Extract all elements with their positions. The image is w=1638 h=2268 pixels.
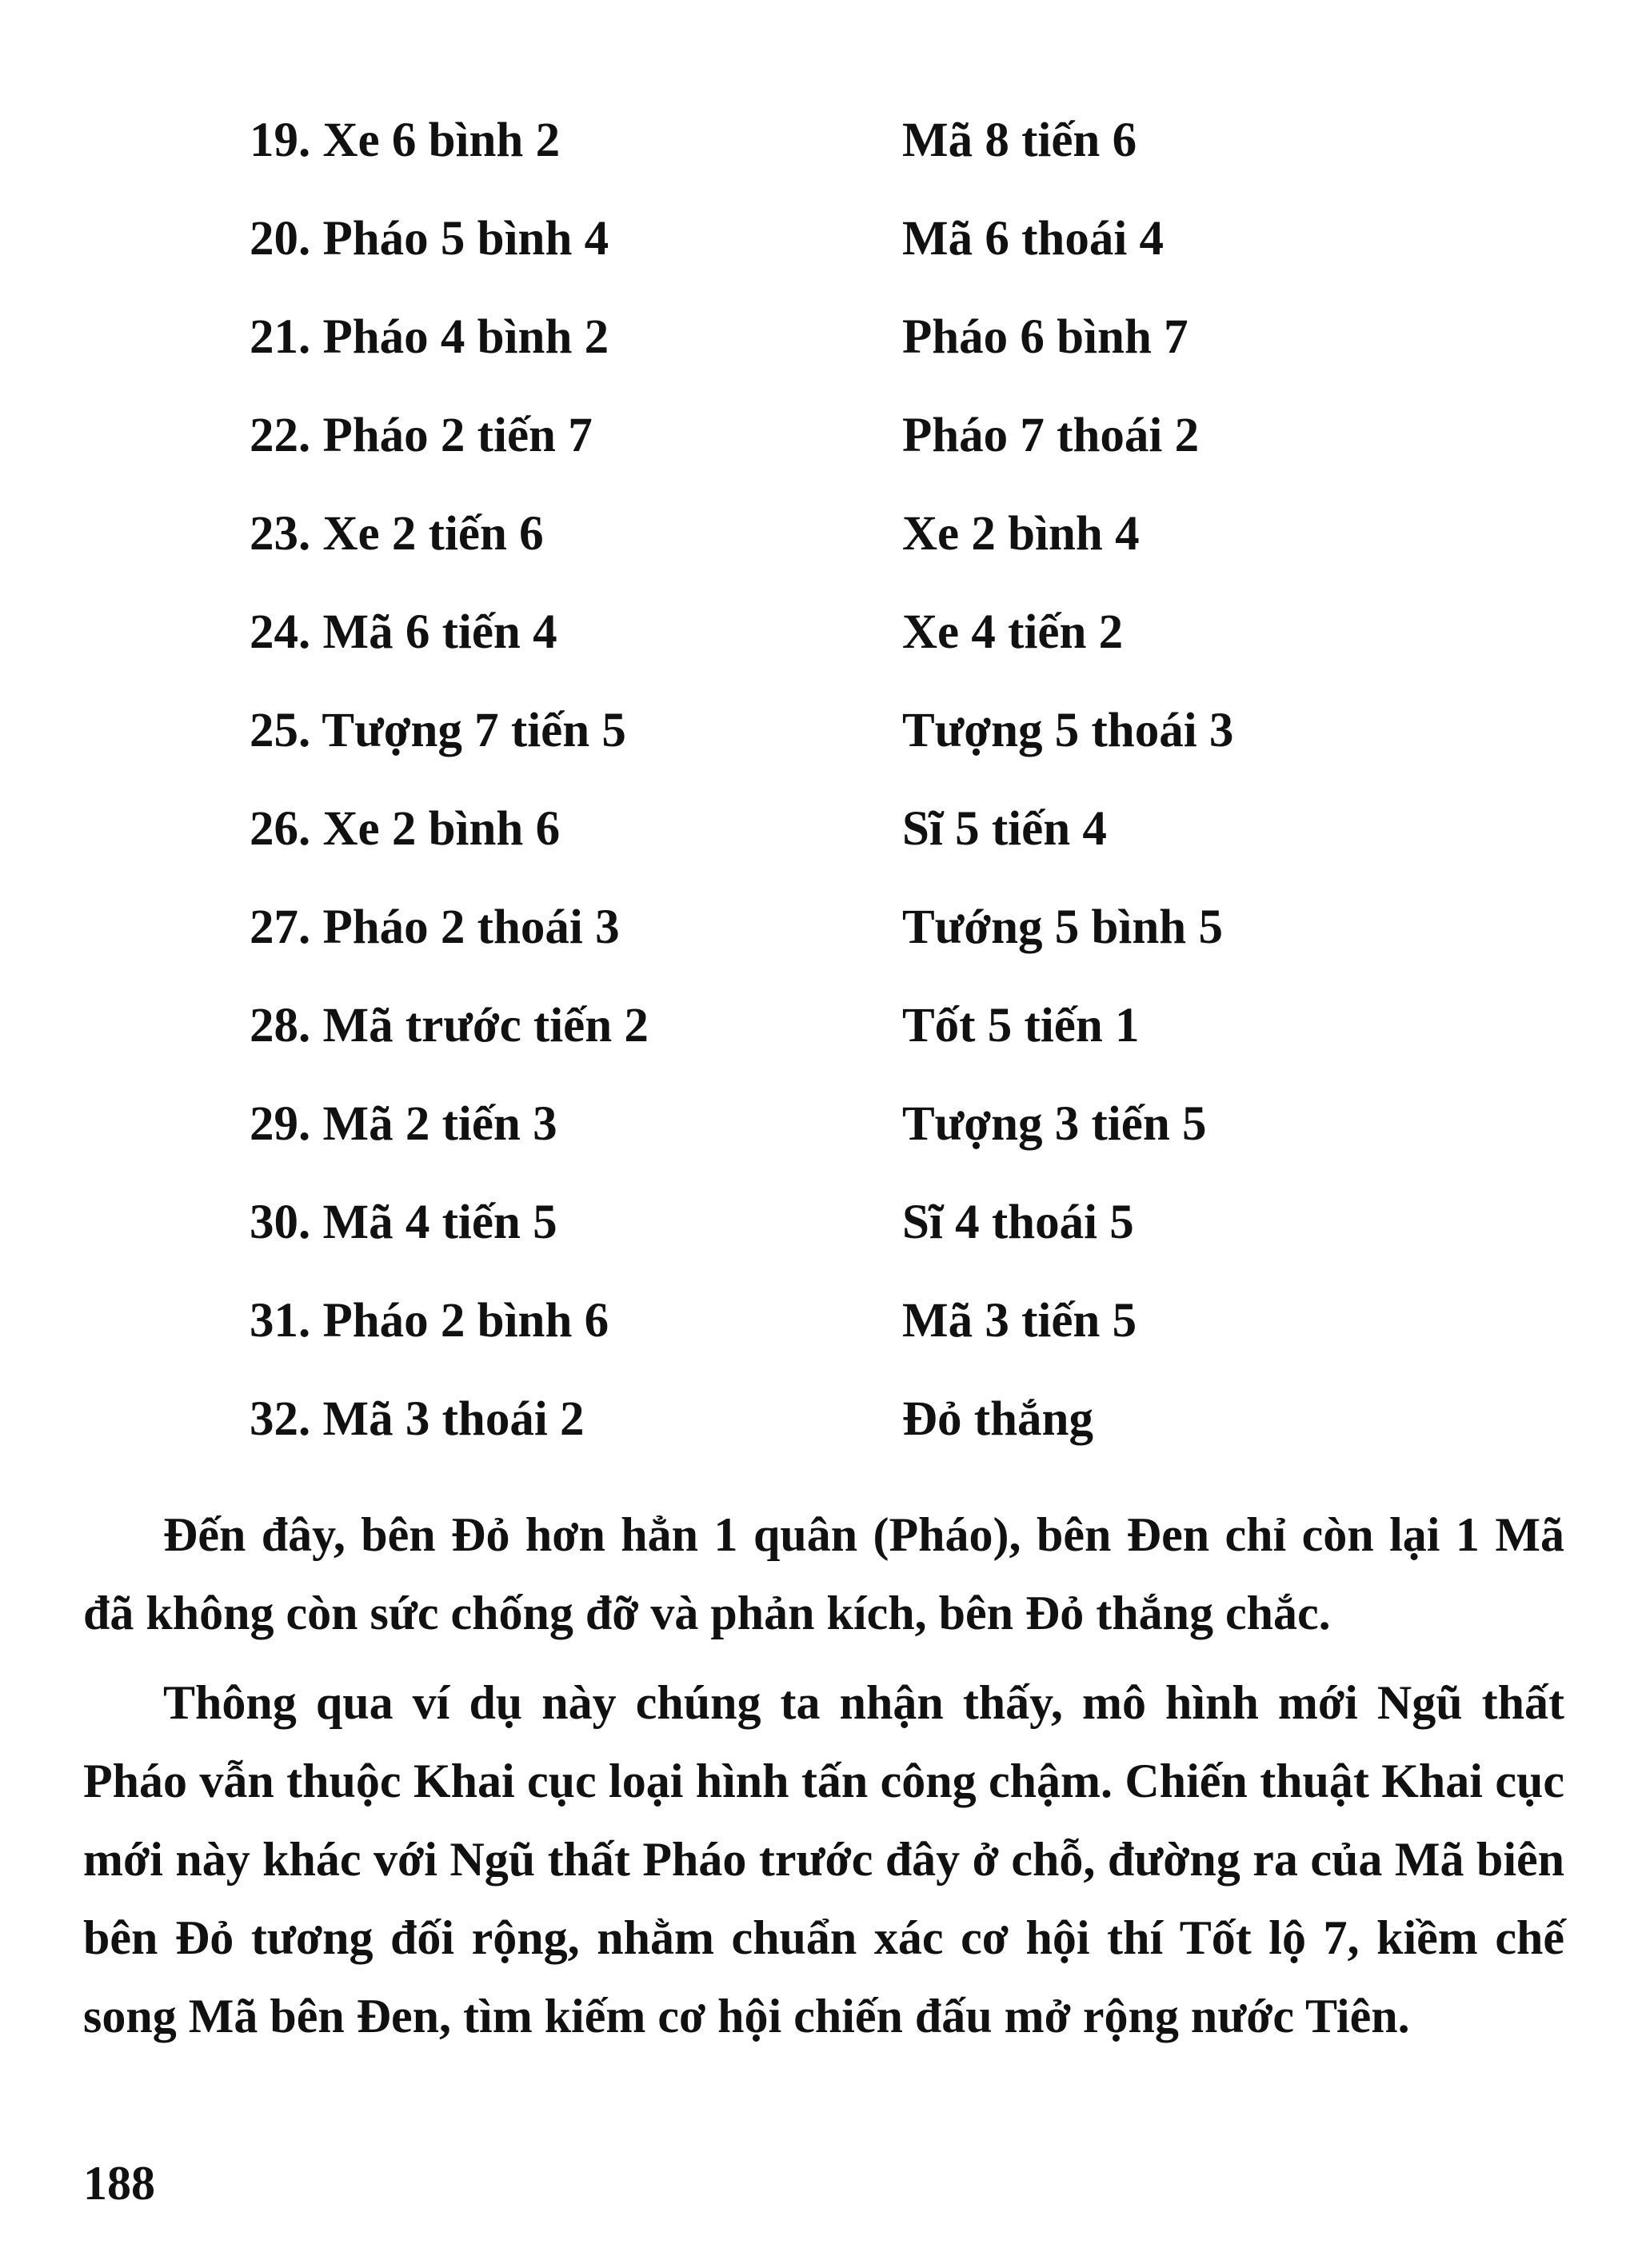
move-red: 25. Tượng 7 tiến 5 xyxy=(250,704,626,757)
move-row xyxy=(0,399,1638,497)
move-row xyxy=(0,989,1638,1088)
paragraph-analysis: Thông qua ví dụ này chúng ta nhận thấy, mô hình mới Ngũ thất Pháo vẫn thuộc Khai cục loại hình tấn công chậm. Chiến thuật Khai cục mới này khác với Ngũ thất Pháo trước đây ở chỗ, đường ra của Mã biên bên Đỏ tương đối rộng, nhằm chuẩn xác cơ hội thí Tốt lộ 7, kiềm chế song Mã bên Đen, tìm kiếm cơ hội chiến đấu mở rộng nước Tiên. xyxy=(83,1676,1564,2042)
move-row xyxy=(0,793,1638,891)
move-row xyxy=(0,694,1638,793)
move-black: Tốt 5 tiến 1 xyxy=(902,999,1140,1052)
move-row xyxy=(0,1186,1638,1284)
move-black: Sĩ 4 thoái 5 xyxy=(902,1196,1134,1249)
move-red: 30. Mã 4 tiến 5 xyxy=(250,1196,557,1249)
move-red: 20. Pháo 5 bình 4 xyxy=(250,212,609,266)
move-red: 28. Mã trước tiến 2 xyxy=(250,999,649,1052)
move-black: Tướng 5 bình 5 xyxy=(902,900,1223,954)
move-red: 32. Mã 3 thoái 2 xyxy=(250,1392,585,1446)
move-black: Xe 2 bình 4 xyxy=(902,507,1140,561)
move-red: 29. Mã 2 tiến 3 xyxy=(250,1097,557,1151)
move-black: Pháo 7 thoái 2 xyxy=(902,409,1200,462)
move-row xyxy=(0,596,1638,694)
move-row xyxy=(0,1383,1638,1481)
move-red: 24. Mã 6 tiến 4 xyxy=(250,605,557,659)
move-black: Pháo 6 bình 7 xyxy=(902,310,1189,364)
move-red: 27. Pháo 2 thoái 3 xyxy=(250,900,620,954)
move-black: Mã 8 tiến 6 xyxy=(902,114,1137,167)
move-row xyxy=(0,1284,1638,1383)
move-black: Tượng 5 thoái 3 xyxy=(902,704,1234,757)
move-black: Đỏ thắng xyxy=(902,1392,1093,1446)
move-red: 23. Xe 2 tiến 6 xyxy=(250,507,544,561)
move-red: 19. Xe 6 bình 2 xyxy=(250,114,561,167)
move-row xyxy=(0,301,1638,399)
page-number: 188 xyxy=(83,2157,155,2210)
move-red: 26. Xe 2 bình 6 xyxy=(250,802,561,856)
move-red: 22. Pháo 2 tiến 7 xyxy=(250,409,593,462)
move-red: 31. Pháo 2 bình 6 xyxy=(250,1294,609,1348)
move-row xyxy=(0,104,1638,202)
paragraph-conclusion: Đến đây, bên Đỏ hơn hẳn 1 quân (Pháo), bên Đen chỉ còn lại 1 Mã đã không còn sức chống đỡ và phản kích, bên Đỏ thắng chắc. xyxy=(83,1508,1564,1639)
move-black: Sĩ 5 tiến 4 xyxy=(902,802,1107,856)
move-row xyxy=(0,202,1638,301)
move-row xyxy=(0,1088,1638,1186)
move-red: 21. Pháo 4 bình 2 xyxy=(250,310,609,364)
move-black: Xe 4 tiến 2 xyxy=(902,605,1124,659)
move-row xyxy=(0,497,1638,596)
move-black: Mã 3 tiến 5 xyxy=(902,1294,1137,1348)
move-black: Mã 6 thoái 4 xyxy=(902,212,1165,266)
move-row xyxy=(0,891,1638,989)
move-black: Tượng 3 tiến 5 xyxy=(902,1097,1207,1151)
move-list xyxy=(0,104,1638,1481)
